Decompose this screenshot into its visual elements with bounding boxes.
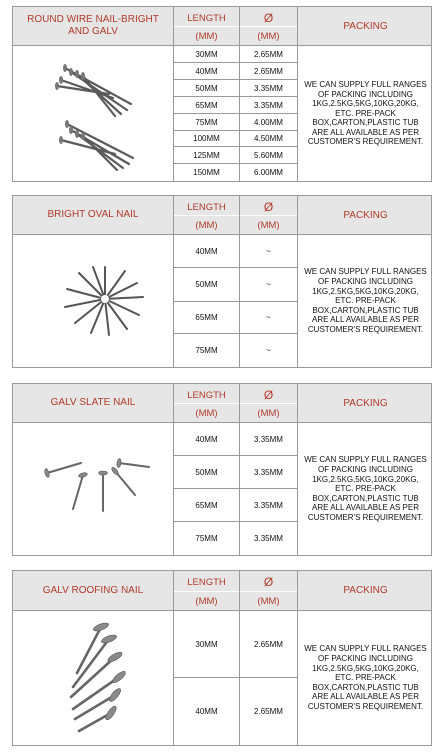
product-table-bright-oval-nail [12, 195, 432, 368]
table-cell: ~ [240, 235, 297, 268]
length-header [173, 7, 239, 45]
product-table-galv-roofing-nail [12, 570, 432, 746]
table-cell: 30MM [174, 611, 239, 678]
table-cell: 40MM [174, 63, 239, 80]
table-cell: 5.60MM [240, 147, 297, 164]
table-cell: 3.35MM [240, 423, 297, 456]
table-cell: 40MM [195, 707, 218, 716]
product-table-round-wire-nail [12, 6, 432, 182]
diameter-header [239, 571, 297, 610]
table-cell: 50MM [174, 456, 239, 489]
packing-text: WE CAN SUPPLY FULL RANGES OF PACKING INCLUDING 1KG,2.5KG,5KG,10KG,20KG, ETC. PRE-PACK BOX,CARTON,PLASTIC TUB ARE ALL AVAILABLE AS PER CUSTOMER'S REQUIREMENT. [297, 611, 433, 745]
table-cell: 3.35MM [240, 80, 297, 97]
nail-image [13, 235, 173, 367]
diameter-column [239, 235, 297, 367]
length-unit: (MM) [195, 408, 218, 419]
length-column [173, 235, 239, 367]
diameter-column [239, 46, 297, 181]
table-cell: 150MM [193, 168, 220, 177]
table-cell: 65MM [174, 302, 239, 334]
product-name: ROUND WIRE NAIL-BRIGHT AND GALV [27, 14, 159, 37]
product-name: GALV SLATE NAIL [50, 397, 136, 408]
table-cell: 30MM [174, 46, 239, 63]
table-header [13, 196, 431, 235]
table-cell: 2.65MM [254, 707, 283, 716]
table-cell: 3.35MM [240, 97, 297, 114]
product-table-galv-slate-nail [12, 383, 432, 556]
table-cell: 3.35MM [254, 534, 283, 543]
table-cell: 50MM [174, 268, 239, 302]
table-header [13, 384, 431, 423]
length-header [173, 196, 239, 234]
table-cell: 100MM [174, 131, 239, 147]
table-cell: 40MM [174, 235, 239, 268]
diameter-unit: (MM) [257, 596, 280, 607]
table-cell: 2.65MM [240, 46, 297, 63]
length-unit: (MM) [195, 220, 218, 231]
table-header [13, 7, 431, 46]
length-label: LENGTH [187, 577, 226, 588]
table-cell: 75MM [174, 114, 239, 131]
diameter-icon: Ø [263, 388, 274, 402]
length-label: LENGTH [187, 13, 226, 24]
packing-header: PACKING [297, 196, 433, 234]
nail-image [13, 423, 173, 555]
length-header [173, 384, 239, 422]
table-cell: 4.00MM [240, 114, 297, 131]
diameter-unit: (MM) [257, 408, 280, 419]
diameter-icon: Ø [263, 200, 274, 214]
table-cell: 40MM [174, 423, 239, 456]
length-column [173, 46, 239, 181]
table-cell: 6.00MM [254, 168, 283, 177]
diameter-icon: Ø [263, 11, 274, 25]
table-cell: 125MM [174, 147, 239, 164]
diameter-header [239, 196, 297, 234]
table-cell: 65MM [174, 489, 239, 522]
diameter-column [239, 423, 297, 555]
length-label: LENGTH [187, 390, 226, 401]
table-cell: 3.35MM [240, 456, 297, 489]
length-column [173, 423, 239, 555]
diameter-unit: (MM) [257, 31, 280, 42]
diameter-header [239, 7, 297, 45]
product-name: GALV ROOFING NAIL [42, 584, 144, 596]
table-cell: 65MM [174, 97, 239, 114]
length-unit: (MM) [195, 31, 218, 42]
table-cell: 2.65MM [240, 63, 297, 80]
table-cell: 3.35MM [240, 489, 297, 522]
table-cell: 50MM [174, 80, 239, 97]
diameter-unit: (MM) [257, 220, 280, 231]
table-cell: 2.65MM [240, 611, 297, 678]
nail-image [13, 46, 173, 181]
table-cell: ~ [240, 268, 297, 302]
table-cell: ~ [240, 302, 297, 334]
table-cell: 75MM [195, 346, 218, 355]
nail-image [13, 611, 173, 745]
table-header [13, 571, 431, 611]
length-unit: (MM) [195, 596, 218, 607]
table-cell: 75MM [195, 534, 218, 543]
packing-header: PACKING [297, 571, 433, 610]
length-header [173, 571, 239, 610]
diameter-column [239, 611, 297, 745]
diameter-icon: Ø [263, 575, 274, 589]
packing-text: WE CAN SUPPLY FULL RANGES OF PACKING INCLUDING 1KG,2.5KG,5KG,10KG,20KG, ETC. PRE-PACK BOX,CARTON,PLASTIC TUB ARE ALL AVAILABLE AS PER CUSTOMER'S REQUIREMENT. [297, 46, 433, 181]
packing-text: WE CAN SUPPLY FULL RANGES OF PACKING INCLUDING 1KG,2.5KG,5KG,10KG,20KG, ETC. PRE-PACK BOX,CARTON,PLASTIC TUB ARE ALL AVAILABLE AS PER CUSTOMER'S REQUIREMENT. [297, 235, 433, 367]
table-cell: ~ [266, 346, 271, 355]
length-label: LENGTH [187, 202, 226, 213]
packing-text: WE CAN SUPPLY FULL RANGES OF PACKING INCLUDING 1KG,2.5KG,5KG,10KG,20KG, ETC. PRE-PACK BOX,CARTON,PLASTIC TUB ARE ALL AVAILABLE AS PER CUSTOMER'S REQUIREMENT. [297, 423, 433, 555]
diameter-header [239, 384, 297, 422]
packing-header: PACKING [297, 7, 433, 45]
table-cell: 4.50MM [240, 131, 297, 147]
packing-header: PACKING [297, 384, 433, 422]
product-name: BRIGHT OVAL NAIL [47, 209, 139, 220]
length-column [173, 611, 239, 745]
